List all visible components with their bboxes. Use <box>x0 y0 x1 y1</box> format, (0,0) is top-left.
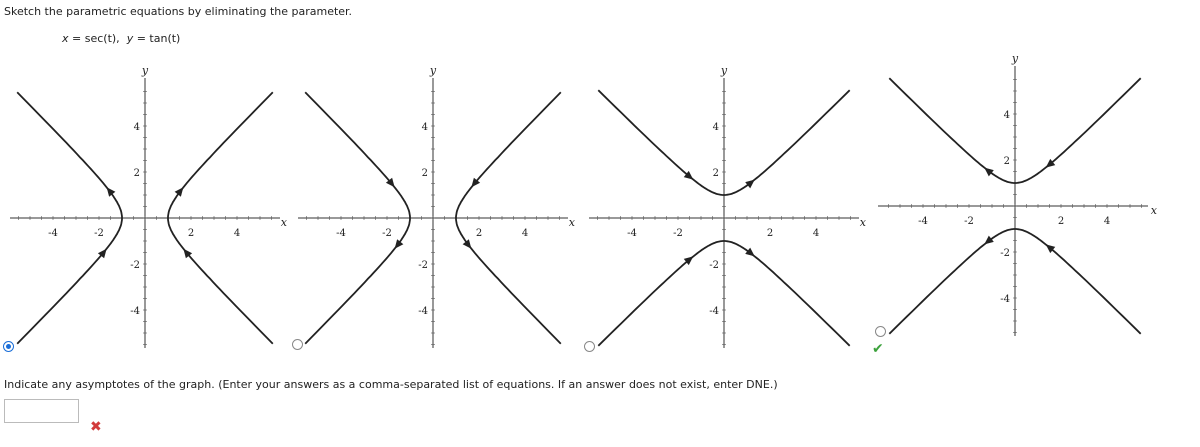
direction-arrow <box>745 180 755 189</box>
graph-option-a[interactable] <box>10 60 290 350</box>
direction-arrow <box>984 236 994 245</box>
x-tick-label: 2 <box>1057 216 1065 227</box>
y-tick-label: -2 <box>130 260 140 271</box>
y-tick-label: -4 <box>130 306 140 317</box>
x-tick-label: 2 <box>766 228 774 239</box>
direction-arrow <box>984 168 994 177</box>
x-tick-label: -4 <box>48 228 58 239</box>
x-tick-label: -2 <box>673 228 683 239</box>
y-tick-label: 4 <box>133 122 140 133</box>
x-axis-label: x <box>859 216 866 229</box>
y-tick-label: -2 <box>418 260 428 271</box>
x-tick-label: 2 <box>475 228 483 239</box>
y-axis-label: y <box>1011 52 1019 65</box>
x-tick-label: 4 <box>1103 216 1111 227</box>
question-prompt: Sketch the parametric equations by eliminating the parameter. <box>4 5 353 18</box>
direction-arrow <box>175 187 184 197</box>
y-axis-label: y <box>429 64 437 77</box>
y-tick-label: 4 <box>1003 110 1010 121</box>
y-tick-label: -4 <box>418 306 428 317</box>
y-axis-label: y <box>720 64 728 77</box>
x-tick-label: -4 <box>918 216 928 227</box>
parametric-equations: x = sec(t), y = tan(t) <box>62 32 181 45</box>
y-axis-label: y <box>141 64 149 77</box>
direction-arrow <box>395 239 404 249</box>
asymptote-question: Indicate any asymptotes of the graph. (Enter your answers as a comma-separated list of equations. If an answer does not exist, enter DNE.) <box>4 378 778 391</box>
y-tick-label: 4 <box>421 122 428 133</box>
direction-arrow <box>107 187 116 197</box>
x-tick-label: -2 <box>964 216 974 227</box>
graph-option-d[interactable] <box>878 52 1158 350</box>
x-tick-label: -2 <box>382 228 392 239</box>
y-tick-label: -2 <box>709 260 719 271</box>
x-tick-label: 4 <box>812 228 820 239</box>
check-icon: ✔ <box>872 341 884 357</box>
x-tick-label: -4 <box>336 228 346 239</box>
radio-option-a[interactable] <box>3 341 14 352</box>
x-tick-label: -2 <box>94 228 104 239</box>
asymptote-answer-input[interactable] <box>4 399 79 423</box>
x-axis-label: x <box>1150 204 1157 217</box>
radio-option-c[interactable] <box>584 341 595 352</box>
graph-option-c[interactable] <box>589 60 869 350</box>
y-tick-label: 2 <box>133 168 140 179</box>
y-tick-label: -4 <box>709 306 719 317</box>
direction-arrow <box>745 248 755 257</box>
y-tick-label: -2 <box>1000 248 1010 259</box>
x-tick-label: 4 <box>233 228 241 239</box>
x-axis-label: x <box>280 216 287 229</box>
y-tick-label: 2 <box>421 168 428 179</box>
x-tick-label: -4 <box>627 228 637 239</box>
x-tick-label: 4 <box>521 228 529 239</box>
y-tick-label: -4 <box>1000 294 1010 305</box>
graph-option-b[interactable] <box>298 60 578 350</box>
radio-option-b[interactable] <box>292 339 303 350</box>
x-axis-label: x <box>568 216 575 229</box>
cross-icon: ✖ <box>90 419 102 435</box>
y-tick-label: 2 <box>712 168 719 179</box>
y-tick-label: 2 <box>1003 156 1010 167</box>
y-tick-label: 4 <box>712 122 719 133</box>
x-tick-label: 2 <box>187 228 195 239</box>
radio-option-d[interactable] <box>875 326 886 337</box>
direction-arrow <box>463 239 472 249</box>
